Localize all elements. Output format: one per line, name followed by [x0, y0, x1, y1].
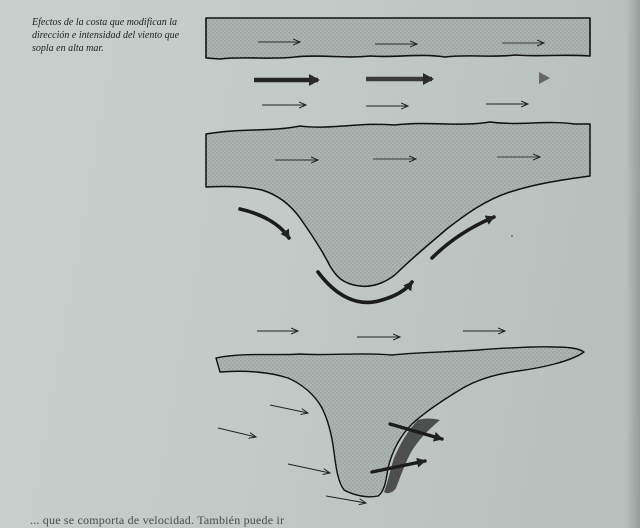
offshore-wind-arrows-2: [257, 331, 505, 337]
land-strip-1: [206, 18, 590, 59]
page-body-text: ... que se comporta de velocidad. También puede ir: [30, 513, 285, 527]
panel-cliff: [216, 347, 584, 503]
panel-headland: [206, 122, 590, 302]
panel-straight-coast: [206, 18, 590, 106]
print-speck: [511, 235, 513, 237]
figure-caption: Efectos de la costa que modifican la dirección e intensidad del viento que sopla en alta mar.: [32, 17, 180, 54]
land-headland: [206, 122, 590, 286]
offshore-wind-arrows-1: [262, 104, 528, 106]
coastal-wind-arrows-bold: [254, 78, 548, 80]
